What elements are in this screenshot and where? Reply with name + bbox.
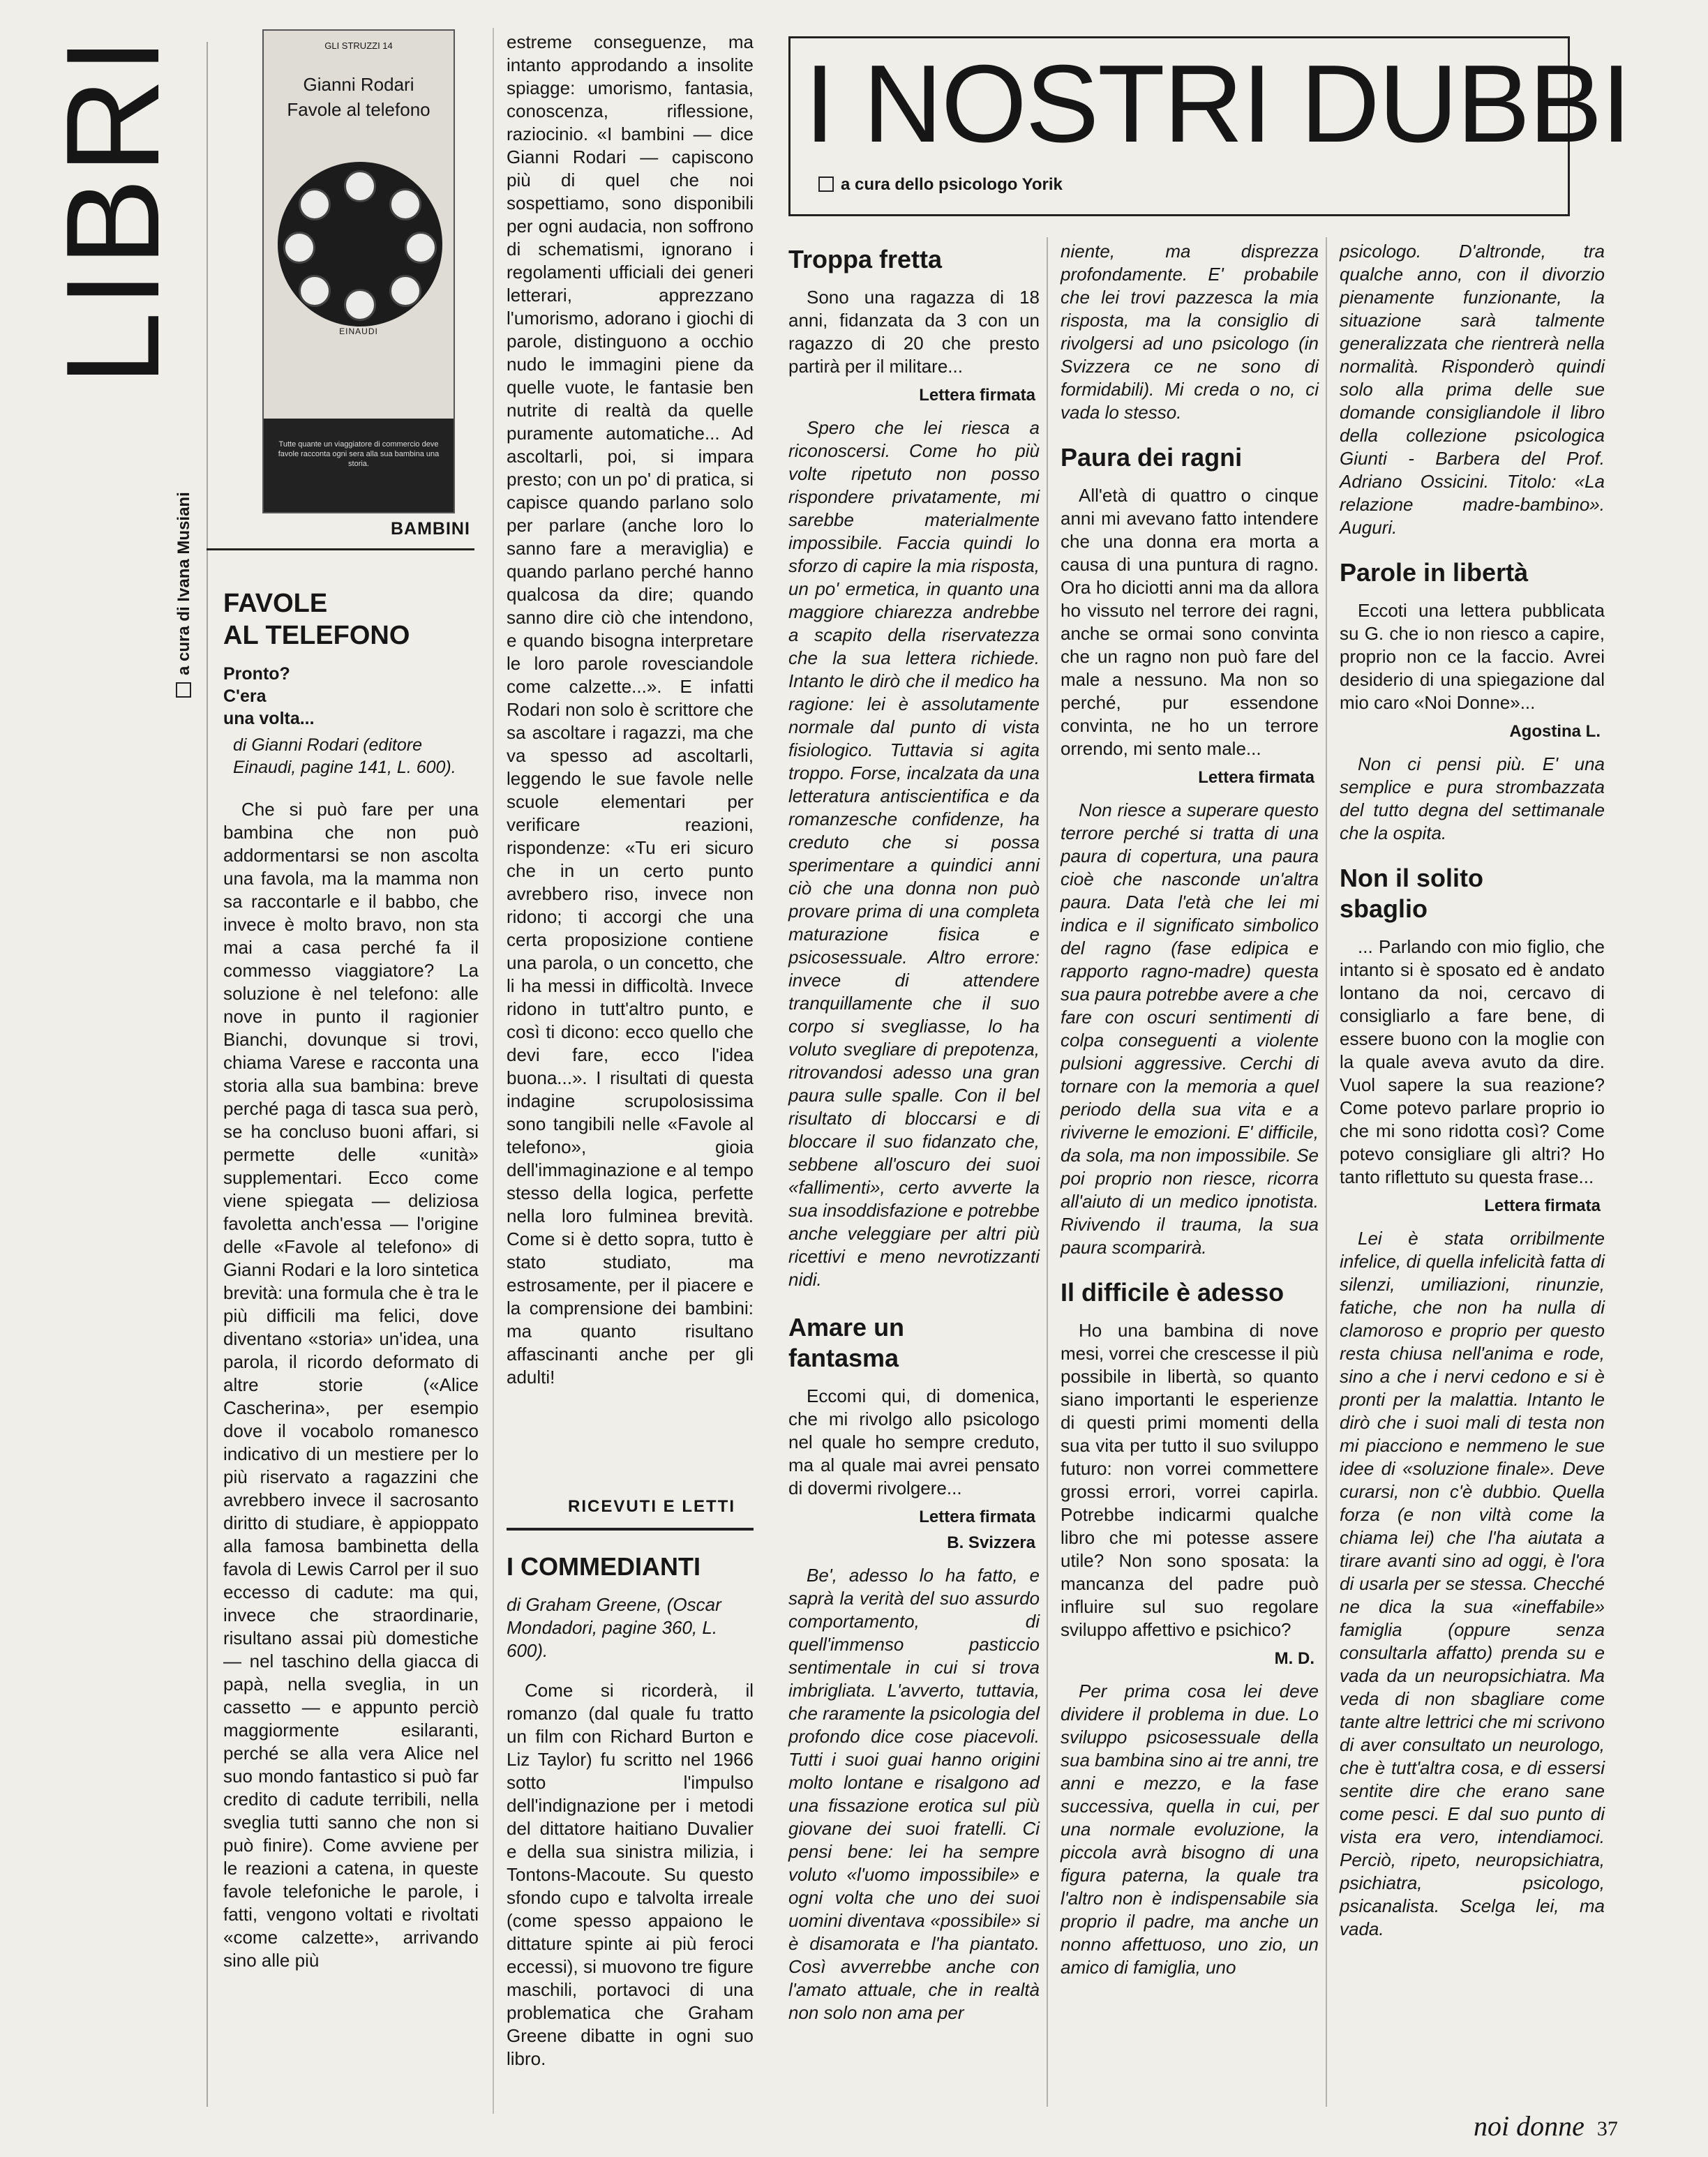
letter-signature: M. D. <box>1274 1649 1314 1668</box>
letter-title: Non il solito sbaglio <box>1340 864 1483 923</box>
book-title: Favole al telefono <box>287 99 430 120</box>
reply-text: Spero che lei riesca a riconoscersi. Come ho più volte ripetuto non posso rispondere privatamente, mi sarebbe materialmente impossibile. Faccia quindi lo sforzo di capire la mia risposta, un po' ermetica, in quanto una maggiore chiarezza andrebbe a scapito della riservatezza che la sua lettera richiede. Intanto le dirò che il medico ha ragione: lei è assolutamente normale dal punto di vista fisiologico. Tuttavia si agita troppo. Forse, incalzata da una letteratura antiscientifica e da romanzesche confidenze, ha creduto che si possa sperimentare a quindici anni ciò che una donna non può provare prima di una completa maturazione fisica e psicosessuale. Altro errore: invece di attendere tranquillamente che il suo corpo si svegliasse, lo ha voluto svegliare di prepotenza, ritrovandosi adesso una gran paura sulle spalle. Con il bel risultato di bloccarsi e di bloccare il suo fidanzato che, sebbene all'oscuro dei suoi «fallimenti», certo avverte la sua insoddisfazione e potrebbe anche veleggiare per altri più ricettivi e meno nevrotizzanti nidi. <box>788 417 1040 1290</box>
letter-title: Amare un fantasma <box>788 1313 905 1372</box>
book-series: GLI STRUZZI 14 <box>324 40 393 51</box>
letter-text: Eccomi qui, di domenica, che mi rivolgo allo psicologo nel quale ho sempre creduto, ma al quale mai avrei pensato di dovermi rivolgere... <box>788 1385 1040 1498</box>
letter-text: Ho una bambina di nove mesi, vorrei che crescesse il più possibile in libertà, so quanto siano importanti le esperienze di questi primi momenti della sua vita per tutto il suo sviluppo futuro: non vorrei commettere grossi errori, vorrei capirla. Potrebbe indicarmi qualche libro che mi potesse assere utile? Non sono sposata: la mancanza del padre può influire sul suo regolare sviluppo affettivo e psichico? <box>1061 1320 1319 1640</box>
dubbi-column-2 <box>1061 240 1319 1985</box>
letter-signature: Lettera firmata <box>919 386 1035 405</box>
reply-text-cont: niente, ma disprezza profondamente. E' probabile che lei trovi pazzesca la mia risposta, ma la consiglio di rivolgersi ad uno psicologo (in Svizzera ce ne sono di formidabili). Mi creda o no, ci vada lo stesso. <box>1061 241 1319 423</box>
letter-text: All'età di quattro o cinque anni mi avevano fatto intendere che una donna era morta a causa di una puntura di ragno. Ora ho diciotti anni ma da allora ho vissuto nel terrore dei ragni, anche se ormai sono convinta che un ragno non può fare del male a nessuno. Ma non so perché, pur essendone convinta, ne ho un terrore orrendo, mi sento male... <box>1061 485 1319 759</box>
letter-signature: Lettera firmata <box>919 1508 1035 1526</box>
section-label-bambini: BAMBINI <box>391 519 470 539</box>
letter-title: Parole in libertà <box>1340 558 1529 587</box>
book-author: Gianni Rodari <box>303 74 414 95</box>
reply-text-cont: psicologo. D'altronde, tra qualche anno, con il divorzio pienamente funzionante, la situazione sarà talmente generalizzata che rientrerà nella normalità. Risponderò quindi solo alla prima delle sue domande consigliandole il libro della collezione psicologica Giunti - Barbera del Prof. Adriano Ossicini. Titolo: «La relazione madre-bambino». Auguri. <box>1340 241 1605 538</box>
book-cover-image <box>262 29 455 513</box>
review2-title: I COMMEDIANTI <box>507 1552 701 1581</box>
review-subtitle: Pronto? C'era una volta... <box>223 664 315 728</box>
book-blurb: Tutte quante un viaggiatore di commercio deve favole racconta ogni sera alla sua bambina una storia. <box>278 440 440 468</box>
page-folio <box>1474 2110 1618 2142</box>
libri-column-1 <box>223 583 479 1978</box>
reply-text: Non riesce a superare questo terrore perché si tratta di una paura di copertura, una paura cioè che nasconde un'altra paura. Data l'età che lei mi indica e il significato simbolico del ragno (fase edipica e rapporto ragno-madre) questa sua paura potrebbe avere a che fare con oscuri sentimenti di colpa conseguenti a violente pulsioni aggressive. Cerchi di tornare con la memoria a quel periodo della sua vita e a riviverne le emozioni. E' difficile, da sola, ma non impossibile. Se poi proprio non riesce, ricorra all'aiuto di un medico ipnotista. Rivivendo il trauma, la sua paura scomparirà. <box>1061 799 1319 1258</box>
letter-signature: Lettera firmata <box>1198 768 1314 787</box>
review2-credit: di Graham Greene, (Oscar Mondadori, pagine 360, L. 600). <box>507 1594 721 1661</box>
dubbi-title: I NOSTRI DUBBI <box>804 43 1631 165</box>
dubbi-cura: a cura dello psicologo Yorik <box>818 175 1063 195</box>
page-number: 37 <box>1596 2117 1618 2140</box>
cover-art <box>278 162 442 326</box>
section-label-ricevuti: RICEVUTI E LETTI <box>568 1497 736 1516</box>
letter-title: Paura dei ragni <box>1061 443 1243 472</box>
libri-column-2 <box>507 31 754 1395</box>
letter-signature: Lettera firmata <box>1484 1196 1601 1215</box>
book-publisher: EINAUDI <box>339 326 378 336</box>
review2-body: Come si ricorderà, il romanzo (dal quale fu tratto un film con Richard Burton e Liz Taylor) fu scritto nel 1966 sotto l'impulso dell'indignazione per i metodi del dittatore haitiano Duvalier e della sua sinistra milizia, i Tontons-Macoute. Su questo sfondo cupo e talvolta irreale (come spesso appaiono le dittature spinte ai più feroci eccessi), si muovono tre figure maschili, portavoci di una problematica che Graham Greene dibatte in ogni suo libro. <box>507 1680 754 2069</box>
letter-signature: Agostina L. <box>1509 722 1601 741</box>
letter-title: Il difficile è adesso <box>1061 1278 1284 1307</box>
review-title-line2: AL TELEFONO <box>223 621 410 650</box>
libri-review2 <box>507 1547 754 2076</box>
libri-masthead: LIBRI <box>39 33 187 386</box>
dubbi-column-3 <box>1340 240 1605 1946</box>
dubbi-column-1 <box>788 240 1040 2030</box>
review-title-line1: FAVOLE <box>223 589 328 618</box>
dubbi-masthead <box>788 36 1631 216</box>
libri-cura: a cura di Ivana Musiani <box>174 405 202 698</box>
letter-text: Sono una ragazza di 18 anni, fidanzata da 3 con un ragazzo di 20 che presto partirà per il militare... <box>788 287 1040 377</box>
square-bullet-icon <box>176 682 191 698</box>
letter-signature: B. Svizzera <box>947 1533 1035 1552</box>
square-bullet-icon <box>818 176 834 192</box>
review-body: Che si può fare per una bambina che non può addormentarsi se non ascolta una favola, ma la mamma non sa raccontarle e il babbo, che invece è molto bravo, non sta mai a casa perché fa il commesso viaggiatore? La soluzione è nel telefono: alle nove in punto il ragionier Bianchi, dovunque si trovi, chiama Varese e racconta una storia alla sua bambina: breve perché paga di tasca sua però, se ha concluso buoni affari, si permette delle «unità» supplementari. Ecco come viene spiegata — deliziosa favoletta anch'essa — l'origine delle «Favole al telefono» di Gianni Rodari e la loro sintetica brevità: una formula che è tra le più difficili ma felici, dove diventano «storia» un'idea, una parola, il ricordo deformato di altre storie («Alice Cascherina», per esempio dove il vocabolo romanesco indicativo di un mestiere per lo più riservato a ragazzini che avrebbero invece il sacrosanto diritto di studiare, è appioppato alla famosa bambinetta della favola di Lewis Carrol per il suo eccesso di cadute: ma qui, invece che straordinarie, risultano assai più domestiche — nel taschino della giacca di papà, nella sveglia, in un cassetto — e appunto perciò maggiormente esilaranti, perché se alla vera Alice nel suo mondo fantastico si può far credito di cadute terribili, nella sveglia tutti sanno che non si può finire). Come avviene per le reazioni a catena, in queste favole telefoniche le parole, i fatti, vengono voltati e rivoltati «come calzette», arrivando sino alle più <box>223 799 479 1971</box>
reply-text: Lei è stata orribilmente infelice, di quella infelicità fatta di silenzi, umiliazioni, rinunzie, fatiche, che non ha nulla di clamoroso e proprio per questo resta chiusa nell'anima e rode, sino a che i nervi cedono e si è pronti per la malattia. Intanto le dirò che i suoi mali di testa non mi piacciono e nemmeno le sue idee di «soluzione finale». Deve curarsi, non c'è dubbio. Quella forza (e non viltà come la chiama lei) che l'ha aiutata a tirare avanti sino ad oggi, è l'ora di usarla per se stessa. Checché ne dica la sua «ineffabile» famiglia (oppure senza consultarla affatto) prenda su e vada da un neuropsichiatra. Ma veda di non sbagliare come tante altre lettrici che mi scrivono di aver consultato un neurologo, che è tutt'altra cosa, e di essersi sentite dire che erano sane come pesci. E dal suo punto di vista era vero, intendiamoci. Perciò, ripeto, neuropsichiatra, psichiatra, psicologo, psicanalista. Scelga lei, ma vada. <box>1340 1228 1605 1939</box>
letter-text: ... Parlando con mio figlio, che intanto si è sposato ed è andato lontano da noi, cercavo di consigliarlo a fare bene, di essere buono con la moglie con la quale aveva avuto da dire. Vuol sapere la sua reazione? Come potevo parlare proprio io che mi sono ridotta così? Come potevo consigliare gli altri? Ho tanto riflettuto su questa frase... <box>1340 936 1605 1187</box>
review-body-cont: estreme conseguenze, ma intanto approdando a insolite spiagge: umorismo, fantasia, conoscenza, riflessione, raziocinio. «I bambini — dice Gianni Rodari — capiscono più di quel che noi sospettiamo, sono disponibili per ogni audacia, non soffrono di schematismi, ignorano i regolamenti ufficiali dei generi letterari, apprezzano l'umorismo, adorano i giochi di parole, distinguono a occhio nudo le immagini piene da quelle vuote, le fantasie ben nutrite di realtà da quelle puramente automatiche... Ad ascoltarli, poi, si impara presto; con un po' di pratica, si capisce quando parlano solo per parlare (anche loro lo sanno fare a meraviglia) e quando parlano perché hanno qualcosa da dire; quando sanno dire ciò che intendono, e quando bisogna interpretare le loro parole rovesciandole come calzette...». E infatti Rodari non solo è scrittore che sa ascoltare i ragazzi, ma che va spesso ad ascoltarli, leggendo le sue favole nelle scuole elementari per verificare reazioni, rispondenze: «Tu eri sicuro che in un certo punto avrebbero riso, invece non ridono; ti accorgi che una certa proposizione contiene una parola, o un concetto, che li ha messi in difficoltà. Invece ridono in tutt'altro punto, e così ti dicono: ecco quello che devi fare, ecco l'idea buona...». I risultati di questa indagine scrupolosissima sono tangibili nelle «Favole al telefono», gioia dell'immaginazione e al tempo stesso della logica, perfette nella loro fulminea brevità. Come si è detto sopra, tutto è stato studiato, ma estrosamente, per il piacere e la comprensione dei bambini: ma quanto risultano affascinanti anche per gli adulti! <box>507 31 754 1388</box>
magazine-name: noi donne <box>1474 2110 1585 2142</box>
letter-title: Troppa fretta <box>788 245 943 273</box>
review-credit: di Gianni Rodari (editore Einaudi, pagine 141, L. 600). <box>233 735 456 777</box>
letter-text: Eccoti una lettera pubblicata su G. che io non riesco a capire, proprio non ce la faccio. Avrei desiderio di una spiegazione dal mio caro «Noi Donne»... <box>1340 600 1605 713</box>
reply-text: Per prima cosa lei deve dividere il problema in due. Lo sviluppo psicosessuale della sua bambina sino ai tre anni, tre anni e mezzo, e la fase successiva, quella in cui, per una normale evoluzione, la piccola avrà bisogno di una figura paterna, la quale tra l'altro non è indispensabile sia proprio il padre, ma anche un nonno affettuoso, uno zio, un amico di famiglia, uno <box>1061 1681 1319 1978</box>
reply-text: Non ci pensi più. E' una semplice e pura strombazzata del tutto degna del settimanale che la ospita. <box>1340 753 1605 843</box>
reply-text: Be', adesso lo ha fatto, e saprà la verità del suo assurdo comportamento, di quell'immenso pasticcio sentimentale in cui si trova imbrigliata. L'avverto, tuttavia, che raramente la psicologia del profondo dice cose piacevoli. Tutti i suoi guai hanno origini molto lontane e risalgono ad una fissazione erotica sul più giovane dei suoi fratelli. Ci pensi bene: lei ha sempre voluto «l'uomo impossibile» e ogni volta che uno dei suoi uomini diventava «possibile» si è disamorata e l'ha piantato. Così avverrebbe anche con l'amato attuale, che in realtà non solo non ama per <box>788 1565 1040 2023</box>
